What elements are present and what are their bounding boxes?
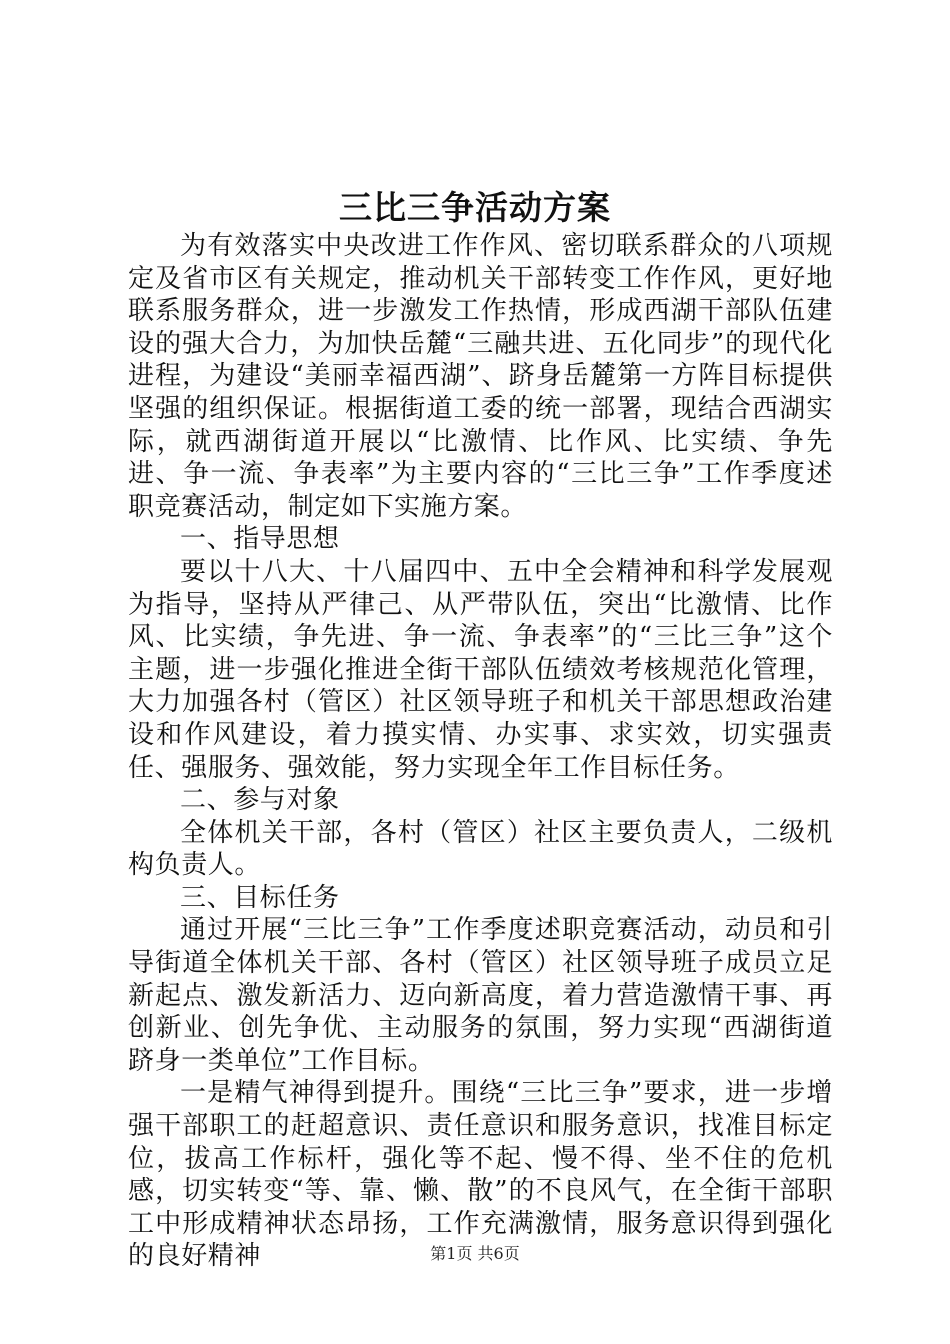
document-body <box>128 230 833 1273</box>
section-heading-guiding-ideology: 一、指导思想 <box>180 524 340 555</box>
document-title: 三比三争活动方案 <box>339 188 611 227</box>
guiding-ideology-paragraph: 要以十八大、十八届四中、五中全会精神和科学发展观为指导，坚持从严律己、从严带队伍，突出“比激情、比作风、比实绩，争先进、争一流、争表率”的“三比三争”这个主题，进一步强化推进全街干部队伍绩效考核规范化管理，大力加强各村（管区）社区领导班子和机关干部思想政治建设和作风建设，着力摸实情、办实事、求实效，切实强责任、强服务、强效能，努力实现全年工作目标任务。 <box>128 556 833 783</box>
participants-paragraph: 全体机关干部，各村（管区）社区主要负责人，二级机构负责人。 <box>128 817 833 881</box>
objectives-paragraph: 通过开展“三比三争”工作季度述职竞赛活动，动员和引导街道全体机关干部、各村（管区）社区领导班子成员立足新起点、激发新活力、迈向新高度，着力营造激情干事、再创新业、创先争优、主动服务的氛围，努力实现“西湖街道跻身一类单位”工作目标。 <box>128 915 833 1076</box>
objective-item-paragraph: 一是精气神得到提升。围绕“三比三争”要求，进一步增强干部职工的赶超意识、责任意识和服务意识，找准目标定位，拔高工作标杆，强化等不起、慢不得、坐不住的危机感，切实转变“等、靠、懒、散”的不良风气，在全街干部职工中形成精神状态昂扬，工作充满激情，服务意识得到强化的良好精神 <box>128 1078 833 1272</box>
page-footer: 第1页 共6页 <box>430 1244 520 1263</box>
intro-paragraph: 为有效落实中央改进工作作风、密切联系群众的八项规定及省市区有关规定，推动机关干部转变工作作风，更好地联系服务群众，进一步激发工作热情，形成西湖干部队伍建设的强大合力，为加快岳麓“三融共进、五化同步”的现代化进程，为建设“美丽幸福西湖”、跻身岳麓第一方阵目标提供坚强的组织保证。根据街道工委的统一部署，现结合西湖实际，就西湖街道开展以“比激情、比作风、比实绩、争先进、争一流、争表率”为主要内容的“三比三争”工作季度述职竞赛活动，制定如下实施方案。 <box>128 231 833 522</box>
section-heading-participants: 二、参与对象 <box>180 785 340 816</box>
section-heading-objectives: 三、目标任务 <box>180 882 340 913</box>
